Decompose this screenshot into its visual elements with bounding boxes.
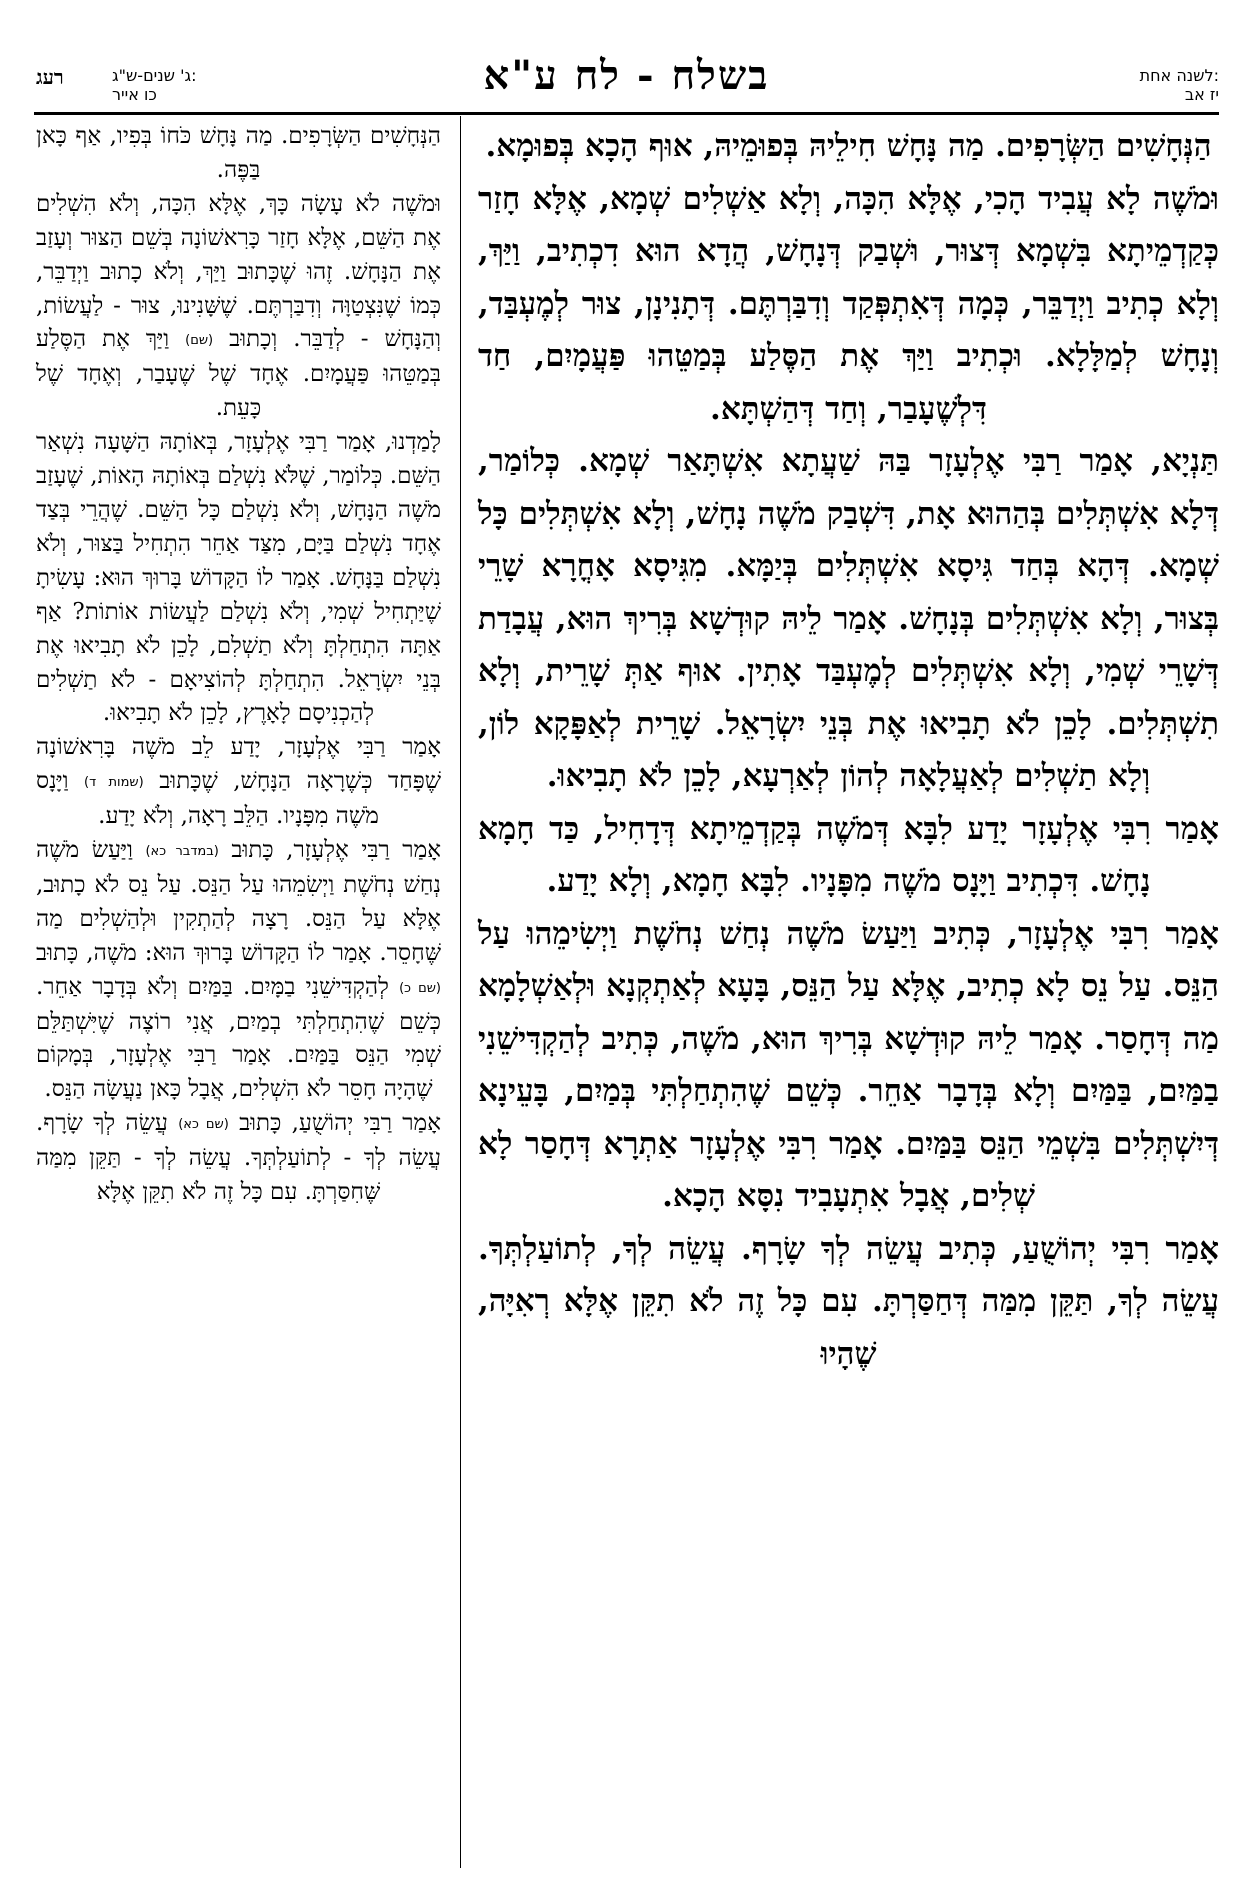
translation-text: הַנְּחָשִׁים הַשְּׂרָפִים. מַה נָּחָשׁ כֹּחוֹ בְּפִיו, אַף כָּאן בַּפֶּה.: [36, 123, 441, 183]
translation-text: וַיָּנָס מֹשֶׁה מִפָּנָיו. הַלֵּב רָאָה, וְלֹא יָדַע.: [36, 768, 379, 830]
column-divider: [460, 116, 461, 1868]
verse-reference: (במדבר כא): [145, 844, 219, 860]
header-one-year-date: יז אב: [1184, 85, 1219, 104]
main-paragraph: אָמַר רִבִּי יְהוֹשֻׁעַ, כְּתִיב עֲשֵׂה לְךָ שָׂרָף. עֲשֵׂה לְךָ, לְתוֹעַלְתְּךָ. עֲשֵׂה לְךָ, תַּקֵּן מִמַּה דְּחַסַּרְתָּ. עִם כָּל זֶה לֹא תִקֵּן אֶלָּא רְאִיָּה, שֶׁהָיוּ: [478, 1230, 1219, 1372]
header-one-year-label: לשנה אחת:: [1139, 66, 1219, 85]
main-paragraph: אָמַר רִבִּי אֶלְעָזָר, כְּתִיב וַיַּעַשׂ מֹשֶׁה נְחַשׁ נְחֹשֶׁת וַיְשִׂימֵהוּ עַל הַנֵּס. עַל נֵס לָא כְתִיב, אֶלָּא עַל הַנֵּס, בָּעָא לְאַתְקְנָא וּלְאַשְׁלָמָא מַה דְּחָסַר. אָמַר לֵיהּ קוּדְשָׁא בְּרִיךְ הוּא, מֹשֶׁה, כְּתִיב לְהַקְדִּישֵׁנִי בַמַּיִם, בַּמַּיִם וְלָא בְּדָבָר אַחֵר. כְּשֵׁם שֶׁהִתְחַלְתִּי בְּמַיִם, בָּעֵינָא דְּיִשְׁתְּלִים בִּשְׁמֵי הַנֵּס בַּמַּיִם. אָמַר רִבִּי אֶלְעָזָר אַתְרָא דְּחָסַר לָא שְׁלִים, אֲבָל אִתְעָבִיד נִסָּא הָכָא.: [478, 915, 1219, 1214]
translation-text: וַיַּךְ אֶת הַסֶּלַע בְּמַטֵּהוּ פַּעֲמָיִם. אֶחָד שֶׁל שֶׁעָבַר, וְאֶחָד שֶׁל כָּעֵת.: [36, 326, 441, 422]
header-divider: [34, 112, 1219, 115]
verse-reference: (שמות ד): [84, 775, 144, 791]
main-paragraph: תַּנְיָא, אָמַר רַבִּי אֶלְעָזָר בַּהּ שַׁעֲתָא אִשְׁתָּאַר שְׁמָא. כְּלוֹמַר, דְּלָא אִשְׁתְּלִים בְּהַהוּא אָת, דִּשְׁבַק מֹשֶׁה נָחָשׁ, וְלָא אִשְׁתְּלִים כָּל שְׁמָא. דְּהָא בְּחַד גִּיסָא אִשְׁתְּלִים בְּיַמָּא. מִגִּיסָא אָחֳרָא שָׁרֵי בְּצוּר, וְלָא אִשְׁתְּלִים בְּנָחָשׁ. אָמַר לֵיהּ קוּדְשָׁא בְּרִיךְ הוּא, עֲבָדַת דְּשָׁרֵי שְׁמִי, וְלָא אִשְׁתְּלִים לְמֶעְבַּד אָתִין. אוּף אַתְּ שָׁרֵית, וְלָא תִשְׁתְּלִים. לָכֵן לֹא תָבִיאוּ אֶת בְּנֵי יִשְׂרָאֵל. שָׁרֵית לְאַפָּקָא לוֹן, וְלָא תַשְׁלִים לְאַעֲלָאָה לְהוֹן לְאַרְעָא, לָכֵן לֹא תָבִיאוּ.: [478, 443, 1219, 794]
translation-text: אָמַר רַבִּי אֶלְעָזָר, כָּתוּב: [231, 837, 442, 864]
main-paragraph: וּמֹשֶׁה לָא עֲבִיד הָכִי, אֶלָּא הִכָּה, וְלָא אַשְׁלִים שְׁמָא, אֶלָּא חָזַר כְּקַדְמֵיתָא בִּשְׁמָא דְּצוּר, וּשְׁבַק דְּנָחָשׁ, הֲדָא הוּא דִכְתִיב, וַיַּךְ, וְלָא כְתִיב וַיְדַבֵּר, כְּמָה דְּאִתְפְּקַד וְדִבַּרְתֶּם. דְּתָנִינָן, צוּר לְמֶעְבַּד, וְנָחָשׁ לְמַלָּלָא. וּכְתִיב וַיַּךְ אֶת הַסֶּלַע בְּמַטֵּהוּ פַּעֲמָיִם, חַד דִּלְשֶׁעָבַר, וְחַד דְּהַשְׁתָּא.: [478, 180, 1219, 427]
translation-text: לָמַדְנוּ, אָמַר רַבִּי אֶלְעָזָר, בְּאוֹתָהּ הַשָּׁעָה נִשְׁאַר הַשֵּׁם. כְּלוֹמַר, שֶׁלֹּא נִשְׁלַם בְּאוֹתָהּ הָאוֹת, שֶׁעָזַב מֹשֶׁה הַנָּחָשׁ, וְלֹא נִשְׁלַם כָּל הַשֵּׁם. שֶׁהֲרֵי בְּצַד אֶחָד נִשְׁלַם בַּיָּם, מִצַּד אַחֵר הִתְחִיל בַּצּוּר, וְלֹא נִשְׁלַם בַּנָּחָשׁ. אָמַר לוֹ הַקָּדוֹשׁ בָּרוּךְ הוּא: עָשִׂיתָ שֶׁיַּתְחִיל שְׁמִי, וְלֹא נִשְׁלַם לַעֲשׂוֹת אוֹתוֹת? אַף אַתָּה הִתְחַלְתָּ וְלֹא תַשְׁלִם, לָכֵן לֹא תָבִיאוּ אֶת בְּנֵי יִשְׂרָאֵל. הִתְחַלְתָּ לְהוֹצִיאָם - לֹא תַשְׁלִים לְהַכְנִיסָם לָאָרֶץ, לָכֵן לֹא תָבִיאוּ.: [36, 429, 441, 727]
main-paragraph: הַנְּחָשִׁים הַשְּׂרָפִים. מַה נָּחָשׁ חִילֵיהּ בְּפוּמֵיהּ, אוּף הָכָא בְּפוּמָא.: [485, 128, 1212, 164]
translation-paragraph: [36, 426, 441, 731]
translation-text: לְהַקְדִּישֵׁנִי בַמָּיִם. בַּמַּיִם וְלֹא בְּדָבָר אַחֵר. כְּשֵׁם שֶׁהִתְחַלְתִּי בְמַיִם, אֲנִי רוֹצֶה שֶׁיִּשְׁתַּלֵּם שְׁמִי הַנֵּס בַּמַּיִם. אָמַר רַבִּי אֶלְעָזָר, בְּמָקוֹם שֶׁהָיָה חָסֵר לֹא הִשְׁלִים, אֲבָל כָּאן נַעֲשָׂה הַנֵּס.: [36, 973, 441, 1103]
header-three-year-label: ג' שנים-ש"ג:: [112, 66, 197, 85]
verse-reference: (שם): [185, 333, 214, 349]
verse-reference: (שם כ): [399, 980, 441, 996]
translation-paragraph: [36, 834, 441, 1107]
translation-text: וַיַּעַשׂ מֹשֶׁה נְחַשׁ נְחֹשֶׁת וַיְשִׂמֵהוּ עַל הַנֵּס. עַל נֵס לֹא כָתוּב, אֶלָּא עַל הַנֵּס. רָצָה לְהַתְקִין וּלְהַשְׁלִים מַה שֶּׁחָסֵר. אָמַר לוֹ הַקָּדוֹשׁ בָּרוּךְ הוּא: מֹשֶׁה, כָּתוּב: [36, 837, 441, 966]
translation-text: וּמֹשֶׁה לֹא עָשָׂה כָּךְ, אֶלָּא הִכָּה, וְלֹא הִשְׁלִים אֶת הַשֵּׁם, אֶלָּא חָזַר כָּרִאשׁוֹנָה בְּשֵׁם הַצּוּר וְעָזַב אֶת הַנָּחָשׁ. זֶהוּ שֶׁכָּתוּב וַיַּךְ, וְלֹא כָתוּב וַיְדַבֵּר, כְּמוֹ שֶׁנִּצְטַוָּה וְדִבַּרְתֶּם. שֶׁשָּׁנִינוּ, צוּר - לַעֲשׂוֹת, וְהַנָּחָשׁ - לְדַבֵּר. וְכָתוּב: [36, 190, 441, 353]
translation-column: [36, 120, 441, 1210]
main-text-column: [478, 120, 1219, 1380]
translation-paragraph: [36, 188, 441, 426]
page-number: רעג: [36, 65, 64, 89]
translation-paragraph: [36, 731, 441, 834]
header-three-year-schedule: [112, 66, 196, 104]
main-paragraph: אָמַר רִבִּי אֶלְעָזָר יָדַע לִבָּא דְּמֹשֶׁה בְּקַדְמֵיתָא דְּדָחִיל, כַּד חָמָא נָחָשׁ. דִּכְתִיב וַיָּנָס מֹשֶׁה מִפָּנָיו. לִבָּא חָמָא, וְלָא יָדַע.: [478, 810, 1219, 899]
translation-text: אָמַר רַבִּי יְהוֹשֻׁעַ, כָּתוּב: [239, 1110, 441, 1137]
page-title: בשלח - לח ע"א: [483, 52, 770, 99]
translation-text: אָמַר רַבִּי אֶלְעָזָר, יָדַע לֵב מֹשֶׁה בָּרִאשׁוֹנָה שֶׁפָּחַד כְּשֶׁרָאָה הַנָּחָשׁ, שֶׁכָּתוּב: [36, 734, 442, 795]
translation-text: עֲשֵׂה לְךָ שָׂרָף. עֲשֵׂה לְךָ - לְתוֹעַלְתְּךָ. עֲשֵׂה לְךָ - תַּקֵּן מִמַּה שֶּׁחִסַּרְתָּ. עִם כָּל זֶה לֹא תִקֵּן אֶלָּא: [36, 1110, 441, 1206]
verse-reference: (שם כא): [178, 1117, 229, 1133]
header-three-year-date: כו אייר: [112, 85, 157, 104]
translation-paragraph: [36, 120, 441, 188]
translation-paragraph: [36, 1107, 441, 1210]
